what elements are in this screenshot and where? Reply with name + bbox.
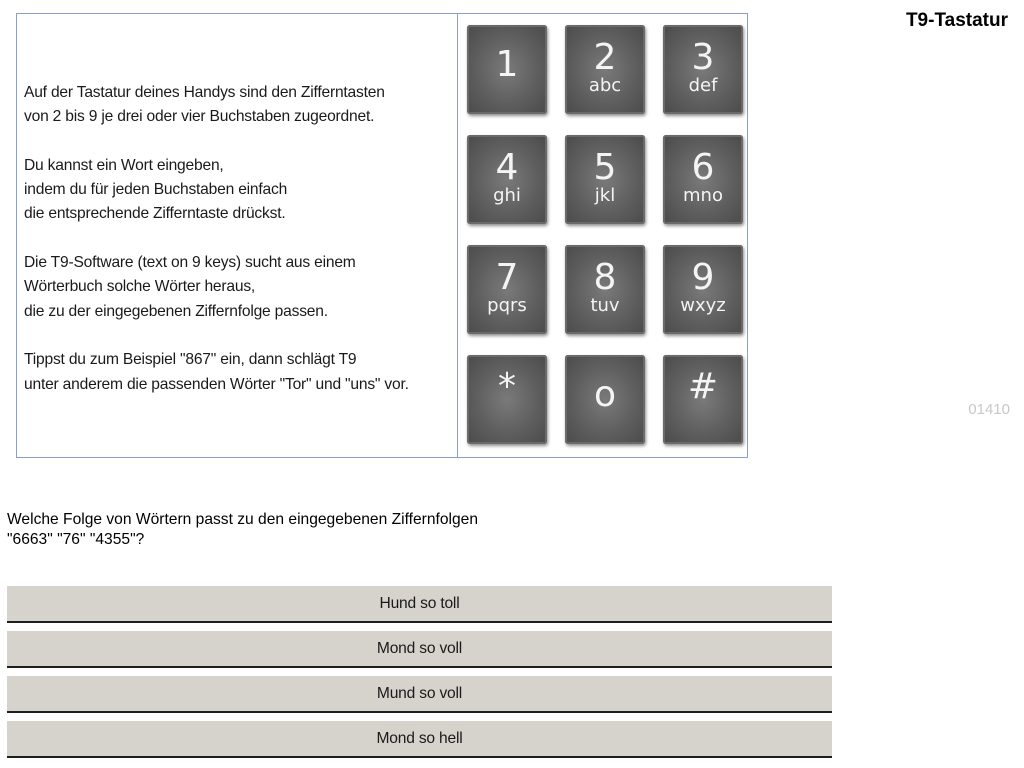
keypad-key-5 — [565, 135, 645, 224]
keypad-key-6 — [663, 135, 743, 224]
answer-option-3[interactable]: Mund so voll — [7, 676, 832, 713]
key-digit: 5 — [593, 147, 617, 188]
keypad-key-4 — [467, 135, 547, 224]
key-digit: # — [687, 366, 719, 407]
keypad-key-hash — [663, 355, 743, 444]
key-digit: 4 — [495, 147, 519, 188]
keypad-key-star — [467, 355, 547, 444]
answer-options — [7, 586, 832, 766]
answer-option-2[interactable]: Mond so voll — [7, 631, 832, 668]
key-digit: o — [593, 374, 617, 415]
keypad-key-0 — [565, 355, 645, 444]
keypad-key-1 — [467, 25, 547, 114]
key-digit: 3 — [691, 37, 715, 78]
info-paragraph: Die T9-Software (text on 9 keys) sucht aus einem Wörterbuch solche Wörter heraus, die zu der eingegebenen Ziffernfolge passen. — [24, 254, 356, 320]
info-paragraph: Tippst du zum Beispiel "867" ein, dann schlägt T9 unter anderem die passenden Wörter "Tor" und "uns" vor. — [24, 351, 409, 393]
key-letters: ghi — [493, 185, 521, 206]
key-digit: 6 — [691, 147, 715, 188]
keypad-key-7 — [467, 245, 547, 334]
info-paragraph: Du kannst ein Wort eingeben, indem du für jeden Buchstaben einfach die entsprechende Zifferntaste drückst. — [24, 156, 288, 223]
key-letters: jkl — [594, 185, 616, 206]
key-letters: mno — [683, 185, 723, 206]
page-title: T9-Tastatur — [905, 10, 1008, 31]
answer-option-1[interactable]: Hund so toll — [7, 586, 832, 623]
info-text — [17, 14, 458, 457]
key-letters: wxyz — [680, 295, 726, 316]
key-digit: 7 — [495, 257, 519, 298]
key-letters: pqrs — [487, 295, 527, 316]
keypad-key-9 — [663, 245, 743, 334]
task-code: 01410 — [968, 401, 1010, 418]
key-digit: 8 — [593, 257, 617, 298]
key-digit: 2 — [593, 37, 617, 78]
key-digit: * — [498, 366, 516, 407]
keypad-key-8 — [565, 245, 645, 334]
question-text: Welche Folge von Wörtern passt zu den eingegebenen Ziffernfolgen "6663" "76" "4355"? — [7, 511, 478, 548]
key-digit: 1 — [495, 44, 519, 85]
answer-option-4[interactable]: Mond so hell — [7, 721, 832, 758]
t9-keypad-image — [458, 14, 747, 457]
key-letters: def — [688, 75, 718, 96]
keypad-key-3 — [663, 25, 743, 114]
keypad-key-2 — [565, 25, 645, 114]
key-letters: abc — [588, 75, 622, 96]
info-paragraph: Auf der Tastatur deines Handys sind den Zifferntasten von 2 bis 9 je drei oder vier Buchstaben zugeordnet. — [24, 84, 385, 126]
info-panel — [16, 13, 748, 458]
key-digit: 9 — [691, 257, 715, 298]
key-letters: tuv — [590, 295, 620, 316]
